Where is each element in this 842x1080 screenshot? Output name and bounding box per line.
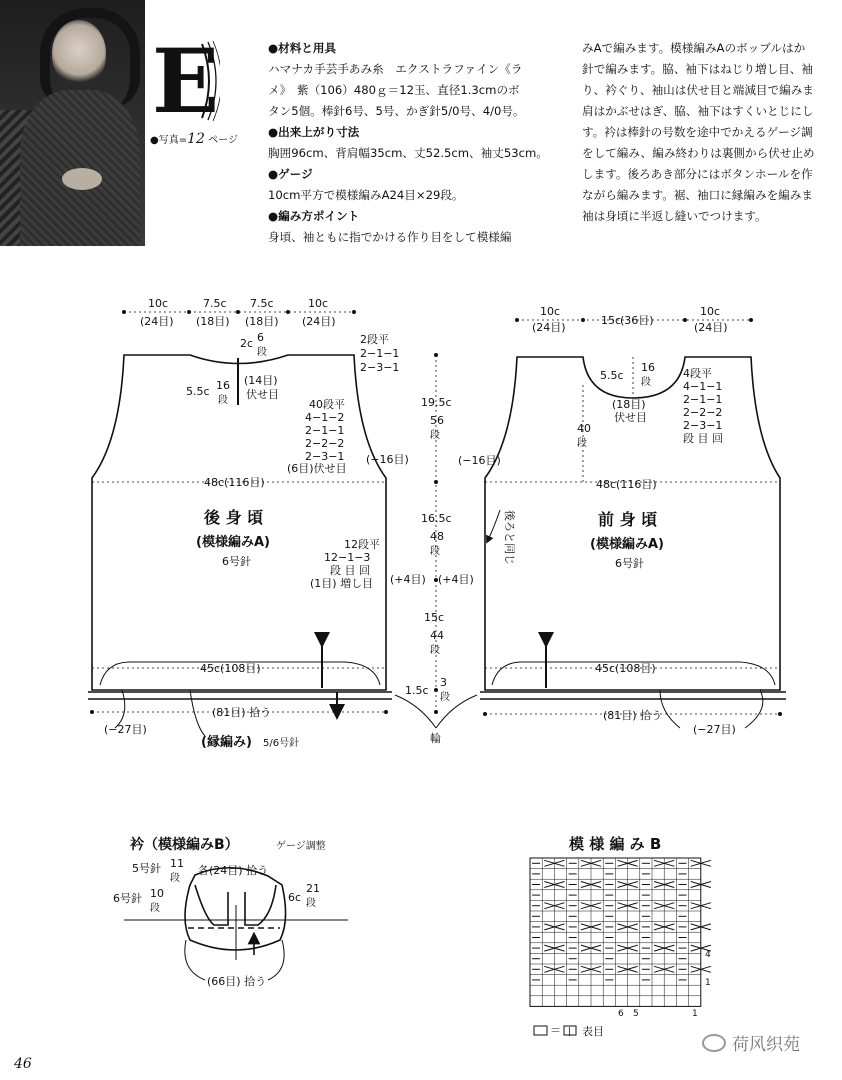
back-side-increase-notes [310, 538, 426, 590]
svg-text:4−1−2: 4−1−2 [305, 411, 345, 424]
back-width-48: 48c(116目) [204, 476, 265, 489]
instruction-line: す。衿は棒針の号数を途中でかえるゲージ調 [582, 125, 813, 139]
svg-text:段: 段 [430, 645, 440, 656]
instruction-line: ながら編みます。裾、袖口に縁編みを編みま [582, 188, 813, 202]
page-number: 46 [14, 1056, 32, 1072]
instruction-line: します。後ろあき部分にはボタンホールを作 [582, 167, 813, 181]
materials-line: ハマナカ手芸手あみ糸 エクストラファイン《ラ [268, 62, 523, 76]
svg-text:(1目) 増し目: (1目) 増し目 [310, 577, 374, 590]
svg-text:21: 21 [306, 882, 320, 895]
photo-ref-bullet: ● [150, 135, 159, 146]
svg-text:19.5c: 19.5c [421, 396, 452, 409]
svg-text:(−16目): (−16目) [366, 453, 409, 466]
materials-heading: ●材料と用具 [268, 41, 337, 55]
back-title: 後 身 頃 [204, 508, 264, 527]
svg-text:各(24目) 拾う: 各(24目) 拾う [198, 864, 269, 877]
svg-text:2−2−2: 2−2−2 [683, 406, 723, 419]
svg-text:10c: 10c [308, 297, 329, 310]
size-heading: ●出来上がり寸法 [268, 125, 360, 139]
front-top-dimensions [515, 305, 753, 334]
svg-text:伏せ目: 伏せ目 [246, 388, 279, 401]
svg-text:4段平: 4段平 [683, 367, 712, 380]
svg-text:7.5c: 7.5c [203, 297, 227, 310]
svg-text:輪: 輪 [430, 732, 441, 745]
svg-text:40: 40 [577, 422, 591, 435]
svg-text:2−1−1: 2−1−1 [305, 424, 345, 437]
svg-text:段: 段 [641, 377, 651, 388]
svg-text:7.5c: 7.5c [250, 297, 274, 310]
back-width-45: 45c(108目) [200, 662, 261, 675]
svg-text:11: 11 [170, 857, 184, 870]
svg-text:模 様 編 み B: 模 様 編 み B [569, 835, 662, 853]
svg-text:(66目) 拾う: (66目) 拾う [207, 975, 267, 988]
svg-text:(14目): (14目) [244, 374, 278, 387]
back-armhole-notes [287, 398, 409, 475]
svg-text:段: 段 [430, 430, 440, 441]
svg-text:40段平: 40段平 [309, 398, 345, 411]
svg-text:(81目) 拾う: (81目) 拾う [212, 706, 272, 719]
svg-text:16: 16 [641, 361, 655, 374]
svg-text:1: 1 [705, 978, 711, 988]
svg-text:(18目): (18目) [245, 315, 279, 328]
svg-text:5号針: 5号針 [132, 862, 161, 875]
svg-text:段 目 回: 段 目 回 [683, 432, 723, 445]
svg-text:12−1−3: 12−1−3 [324, 551, 371, 564]
front-width-48: 48c(116目) [596, 478, 657, 491]
svg-text:15c: 15c [601, 314, 622, 327]
back-neck-notes [186, 331, 399, 406]
svg-text:4: 4 [705, 950, 711, 960]
svg-text:10c: 10c [700, 305, 721, 318]
svg-text:2−1−1: 2−1−1 [683, 393, 723, 406]
svg-text:56: 56 [430, 414, 444, 427]
svg-text:3: 3 [440, 676, 447, 689]
pattern-b-chart [530, 835, 711, 1038]
instruction-line: をして編み、編み終わりは裏側から伏せ止め [582, 146, 815, 160]
back-needle: 6号針 [222, 555, 251, 568]
size-line: 胸囲96cm、背肩幅35cm、丈52.5cm、袖丈53cm。 [268, 146, 548, 160]
svg-text:4−1−1: 4−1−1 [683, 380, 723, 393]
back-pattern: (模様編みA) [196, 535, 270, 550]
svg-text:2c: 2c [240, 337, 254, 350]
svg-text:15c: 15c [424, 611, 445, 624]
instruction-line: みAで編みます。模様編みAのボッブルはか [582, 41, 806, 55]
svg-text:10: 10 [150, 887, 164, 900]
svg-text:5.5c: 5.5c [186, 385, 210, 398]
svg-text:段: 段 [306, 898, 316, 909]
materials-line: メ》 紫（106）480ｇ＝12玉、直径1.3cmのボ [268, 83, 520, 97]
svg-text:2段平: 2段平 [360, 333, 389, 346]
gauge-heading: ●ゲージ [268, 167, 313, 181]
svg-text:(18目): (18目) [612, 398, 646, 411]
instruction-line: 袖は身頃に半返し縫いでつけます。 [582, 209, 767, 223]
watermark [702, 1030, 800, 1055]
photo-ref-page: 12 [187, 131, 205, 147]
front-title: 前 身 頃 [598, 510, 658, 529]
chart-grid [530, 858, 711, 1006]
svg-text:段: 段 [577, 438, 587, 449]
svg-text:2−3−1: 2−3−1 [683, 419, 723, 432]
front-neck-notes [577, 357, 723, 482]
svg-text:段 目 回: 段 目 回 [330, 564, 370, 577]
svg-text:段: 段 [170, 873, 180, 884]
svg-text:2−3−1: 2−3−1 [305, 450, 345, 463]
front-width-45: 45c(108目) [595, 662, 656, 675]
photo-ref-label: 写真= [158, 135, 188, 146]
svg-text:段: 段 [257, 347, 267, 358]
wechat-icon [702, 1034, 726, 1052]
front-pattern: (模様編みA) [590, 537, 664, 552]
svg-text:12段平: 12段平 [344, 538, 380, 551]
svg-text:伏せ目: 伏せ目 [614, 411, 647, 424]
svg-text:(18目): (18目) [196, 315, 230, 328]
svg-text:44: 44 [430, 629, 444, 642]
instruction-line: 針で編みます。脇、袖下はねじり増し目、袖 [582, 62, 813, 76]
svg-text:6c: 6c [288, 891, 302, 904]
svg-text:＝: ＝ [550, 1024, 561, 1037]
svg-text:10c: 10c [148, 297, 169, 310]
svg-text:6: 6 [257, 331, 264, 344]
svg-text:(+4目): (+4目) [390, 573, 426, 586]
svg-text:ゲージ調整: ゲージ調整 [276, 841, 326, 852]
instruction-line: り、衿ぐり、袖山は伏せ目と端減目で編みま [582, 83, 814, 97]
svg-text:(36目): (36目) [620, 314, 654, 327]
svg-text:1: 1 [692, 1009, 698, 1019]
svg-text:(24目): (24目) [140, 315, 174, 328]
svg-text:(+4目): (+4目) [438, 573, 474, 586]
points-heading: ●編み方ポイント [268, 209, 360, 223]
svg-text:(6目)伏せ目: (6目)伏せ目 [287, 462, 347, 475]
svg-text:2−2−2: 2−2−2 [305, 437, 345, 450]
svg-text:(24目): (24目) [302, 315, 336, 328]
svg-text:|: | [568, 1027, 572, 1037]
svg-text:5.5c: 5.5c [600, 369, 624, 382]
svg-text:6号針: 6号針 [113, 892, 142, 905]
photo-ref-suffix: ページ [208, 135, 238, 146]
pattern-letter: E [152, 38, 220, 124]
front-needle: 6号針 [615, 557, 644, 570]
materials-line: タン5個。棒針6号、5号、かぎ針5/0号、4/0号。 [268, 104, 525, 118]
svg-text:(81目) 拾う: (81目) 拾う [603, 709, 663, 722]
front-minus16: (−16目) [458, 454, 501, 467]
length-measure-column [405, 353, 474, 714]
svg-text:段: 段 [440, 692, 450, 703]
svg-text:(−27目): (−27目) [104, 723, 147, 736]
svg-text:10c: 10c [540, 305, 561, 318]
svg-text:2−1−1: 2−1−1 [360, 347, 400, 360]
svg-text:1.5c: 1.5c [405, 684, 429, 697]
svg-text:5: 5 [633, 1009, 639, 1019]
svg-text:16: 16 [216, 379, 230, 392]
svg-text:表目: 表目 [582, 1025, 604, 1038]
svg-text:衿（模様編みB）: 衿（模様編みB） [130, 837, 239, 853]
same-as-back-note: 後ろと同じ [503, 510, 516, 565]
svg-text:16.5c: 16.5c [421, 512, 452, 525]
svg-text:(−27目): (−27目) [693, 723, 736, 736]
watermark-text: 荷风织苑 [732, 1035, 800, 1055]
svg-text:(24目): (24目) [532, 321, 566, 334]
gauge-line: 10cm平方で模様編みA24目×29段。 [268, 188, 464, 202]
back-top-dimensions [122, 297, 356, 328]
collar-diagram [113, 836, 348, 988]
svg-text:段: 段 [218, 395, 228, 406]
points-line: 身頃、袖ともに指でかける作り目をして模様編 [268, 230, 512, 244]
svg-text:(24目): (24目) [694, 321, 728, 334]
svg-text:(縁編み): (縁編み) [201, 735, 252, 750]
svg-text:6: 6 [618, 1009, 624, 1019]
svg-text:2−3−1: 2−3−1 [360, 361, 400, 374]
front-border-notes [483, 690, 782, 736]
svg-text:段: 段 [150, 903, 160, 914]
svg-text:5/6号針: 5/6号針 [263, 738, 300, 749]
instruction-line: 肩はかぶせはぎ、脇、袖下はすくいとじにし [582, 104, 814, 118]
svg-text:48: 48 [430, 530, 444, 543]
svg-text:段: 段 [430, 546, 440, 557]
